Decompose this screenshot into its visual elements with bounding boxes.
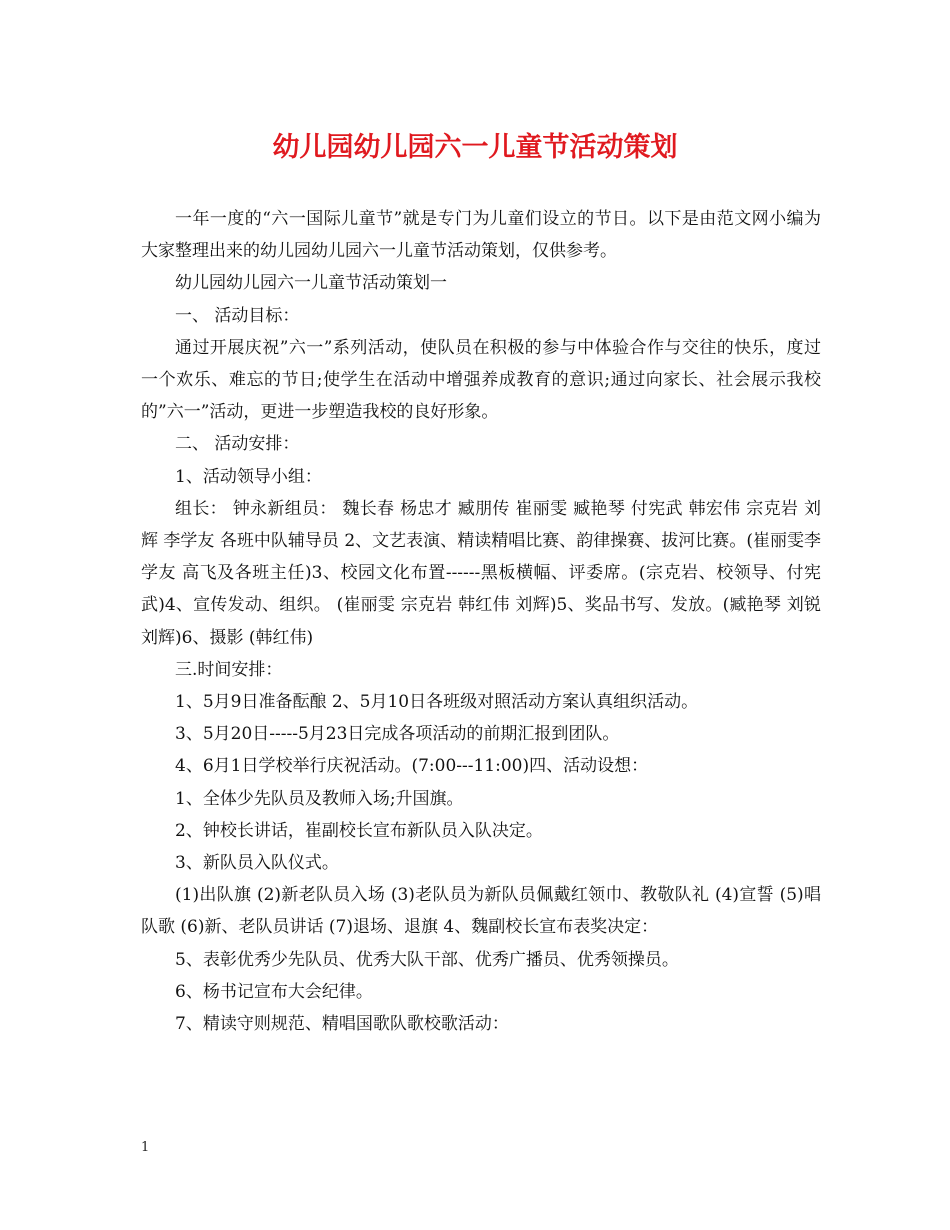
paragraph-leadership-group: 1、活动领导小组： [175, 466, 322, 487]
paragraph-plan-7: 7、精读守则规范、精唱国歌队歌校歌活动： [175, 1014, 509, 1035]
paragraph-schedule-1: 1、5月9日准备酝酿 2、5月10日各班级对照活动方案认真组织活动。 [175, 692, 699, 713]
paragraph-plan-5: 5、表彰优秀少先队员、优秀大队干部、优秀广播员、优秀领操员。 [175, 949, 679, 970]
paragraph-members: 组长： 钟永新组员： 魏长春 杨忠才 臧朋传 崔丽雯 臧艳琴 付宪武 韩宏伟 宗克岩 刘 辉 李学友 各班中队辅导员 2、文艺表演、精读精唱比赛、韵律操赛、拔河比赛。(崔丽雯李学友 高飞及各班主任)3、校园文化布置------黑板横幅、评委席。(宗克岩、校领导、付宪武)4、宣传发动、组织。 (崔丽雯 宗克岩 韩红伟 刘辉)5、奖品书写、发放。(臧艳琴 刘锐 刘辉)6、摄影 (韩红伟) [141, 498, 821, 648]
paragraph-schedule-3: 4、6月1日学校举行庆祝活动。(7:00---11:00)四、活动设想： [175, 756, 649, 777]
paragraph-goal-text: 通过开展庆祝”六一”系列活动，使队员在积极的参与中体验合作与交往的快乐，度过一个欢乐、难忘的节日;使学生在活动中增强养成教育的意识;通过向家长、社会展示我校的”六一”活动，更进一步塑造我校的良好形象。 [141, 337, 821, 423]
paragraph-ceremony-steps: (1)出队旗 (2)新老队员入场 (3)老队员为新队员佩戴红领巾、教敬队礼 (4)宣誓 (5)唱队歌 (6)新、老队员讲话 (7)退场、退旗 4、魏副校长宣布表奖决定： [141, 885, 821, 938]
paragraph-plan-2: 2、钟校长讲话，崔副校长宣布新队员入队决定。 [175, 820, 543, 841]
paragraph-arrangement-heading: 二、 活动安排： [175, 434, 300, 455]
paragraph-plan-1: 1、全体少先队员及教师入场;升国旗。 [175, 788, 464, 809]
paragraph-plan-3: 3、新队员入队仪式。 [175, 853, 339, 874]
document-body [141, 203, 821, 1040]
document-title: 幼儿园幼儿园六一儿童节活动策划 [272, 132, 678, 163]
paragraph-schedule-heading: 三.时间安排： [175, 659, 283, 680]
paragraph-plan-6: 6、杨书记宣布大会纪律。 [175, 981, 373, 1002]
paragraph-intro: 一年一度的“六一国际儿童节”就是专门为儿童们设立的节日。以下是由范文网小编为大家整理出来的幼儿园幼儿园六一儿童节活动策划，仅供参考。 [141, 209, 821, 262]
page-number: 1 [141, 1140, 150, 1155]
paragraph-goal-heading: 一、 活动目标： [175, 305, 300, 326]
paragraph-section-heading: 幼儿园幼儿园六一儿童节活动策划一 [175, 273, 447, 294]
paragraph-schedule-2: 3、5月20日-----5月23日完成各项活动的前期汇报到团队。 [175, 724, 620, 745]
